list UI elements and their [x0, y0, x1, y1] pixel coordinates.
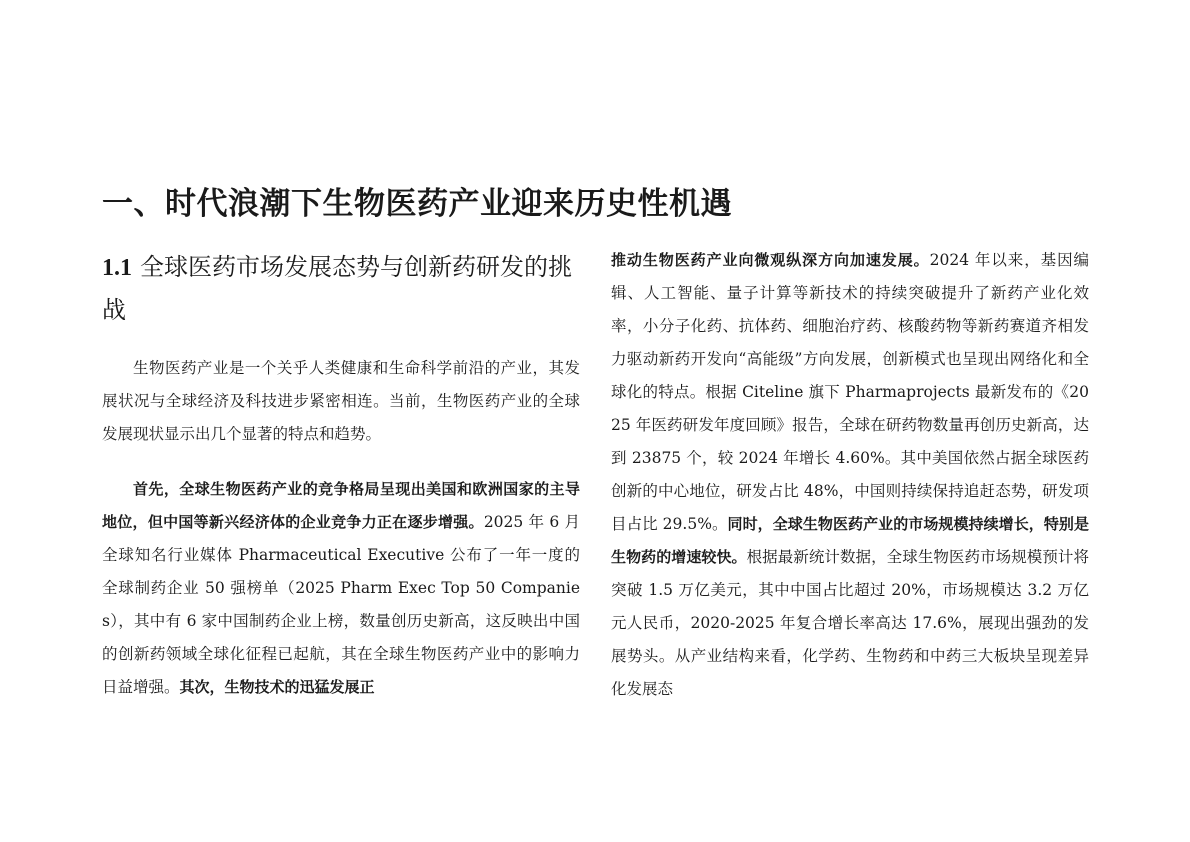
right-column — [611, 244, 1089, 706]
left-column — [102, 352, 580, 704]
intro-paragraph: 生物医药产业是一个关乎人类健康和生命科学前沿的产业，其发展状况与全球经济及科技进步紧密相连。当前，生物医药产业的全球发展现状显示出几个显著的特点和趋势。 — [102, 359, 580, 443]
section-title — [102, 246, 584, 331]
chapter-title: 一、时代浪潮下生物医药产业迎来历史性机遇 — [102, 186, 732, 222]
market-bold-lead: 同时，全球生物医药产业的市场规模持续增长，特别是生物药的增速较快。 — [611, 515, 1089, 566]
rd-body-text: 2024 年以来，基因编辑、人工智能、量子计算等新技术的持续突破提升了新药产业化效率，小分子化药、抗体药、细胞治疗药、核酸药物等新药赛道齐相发力驱动新药开发向“高能级”方向发展，创新模式也呈现出网络化和全球化的特点。根据 Citeline 旗下 Pharmaprojects 最新发布的《2025 年医药研发年度回顾》报告，全球在研药物数量再创历史新高，达到 23875 个，较 2024 年增长 4.60%。其中美国依然占据全球医药创新的中心地位，研发占比 48%，中国则持续保持追赶态势，研发项目占比 29.5%。 — [611, 251, 1089, 533]
section-number: 1.1 — [102, 255, 132, 281]
competition-bold-lead: 首先，全球生物医药产业的竞争格局呈现出美国和欧洲国家的主导地位，但中国等新兴经济体的企业竞争力正在逐步增强。 — [102, 480, 580, 531]
section-title-text: 全球医药市场发展态势与创新药研发的挑战 — [102, 253, 572, 324]
biotech-bold-lead: 其次，生物技术的迅猛发展正 — [179, 678, 375, 696]
market-body-text: 根据最新统计数据，全球生物医药市场规模预计将突破 1.5 万亿美元，其中中国占比超过 20%，市场规模达 3.2 万亿元人民币，2020-2025 年复合增长率高达 17.6%，展现出强劲的发展势头。从产业结构来看，化学药、生物药和中药三大板块呈现差异化发展态 — [611, 548, 1089, 698]
competition-body-text: 2025 年 6 月全球知名行业媒体 Pharmaceutical Executive 公布了一年一度的全球制药企业 50 强榜单（2025 Pharm Exec Top 50 Companies），其中有 6 家中国制药企业上榜，数量创历史新高，这反映出中国的创新药领域全球化征程已起航，其在全球生物医药产业中的影响力日益增强。 — [102, 513, 580, 696]
competition-paragraph — [102, 473, 580, 704]
biotech-bold-continued: 推动生物医药产业向微观纵深方向加速发展。 — [611, 251, 930, 269]
continued-paragraph — [611, 244, 1089, 706]
